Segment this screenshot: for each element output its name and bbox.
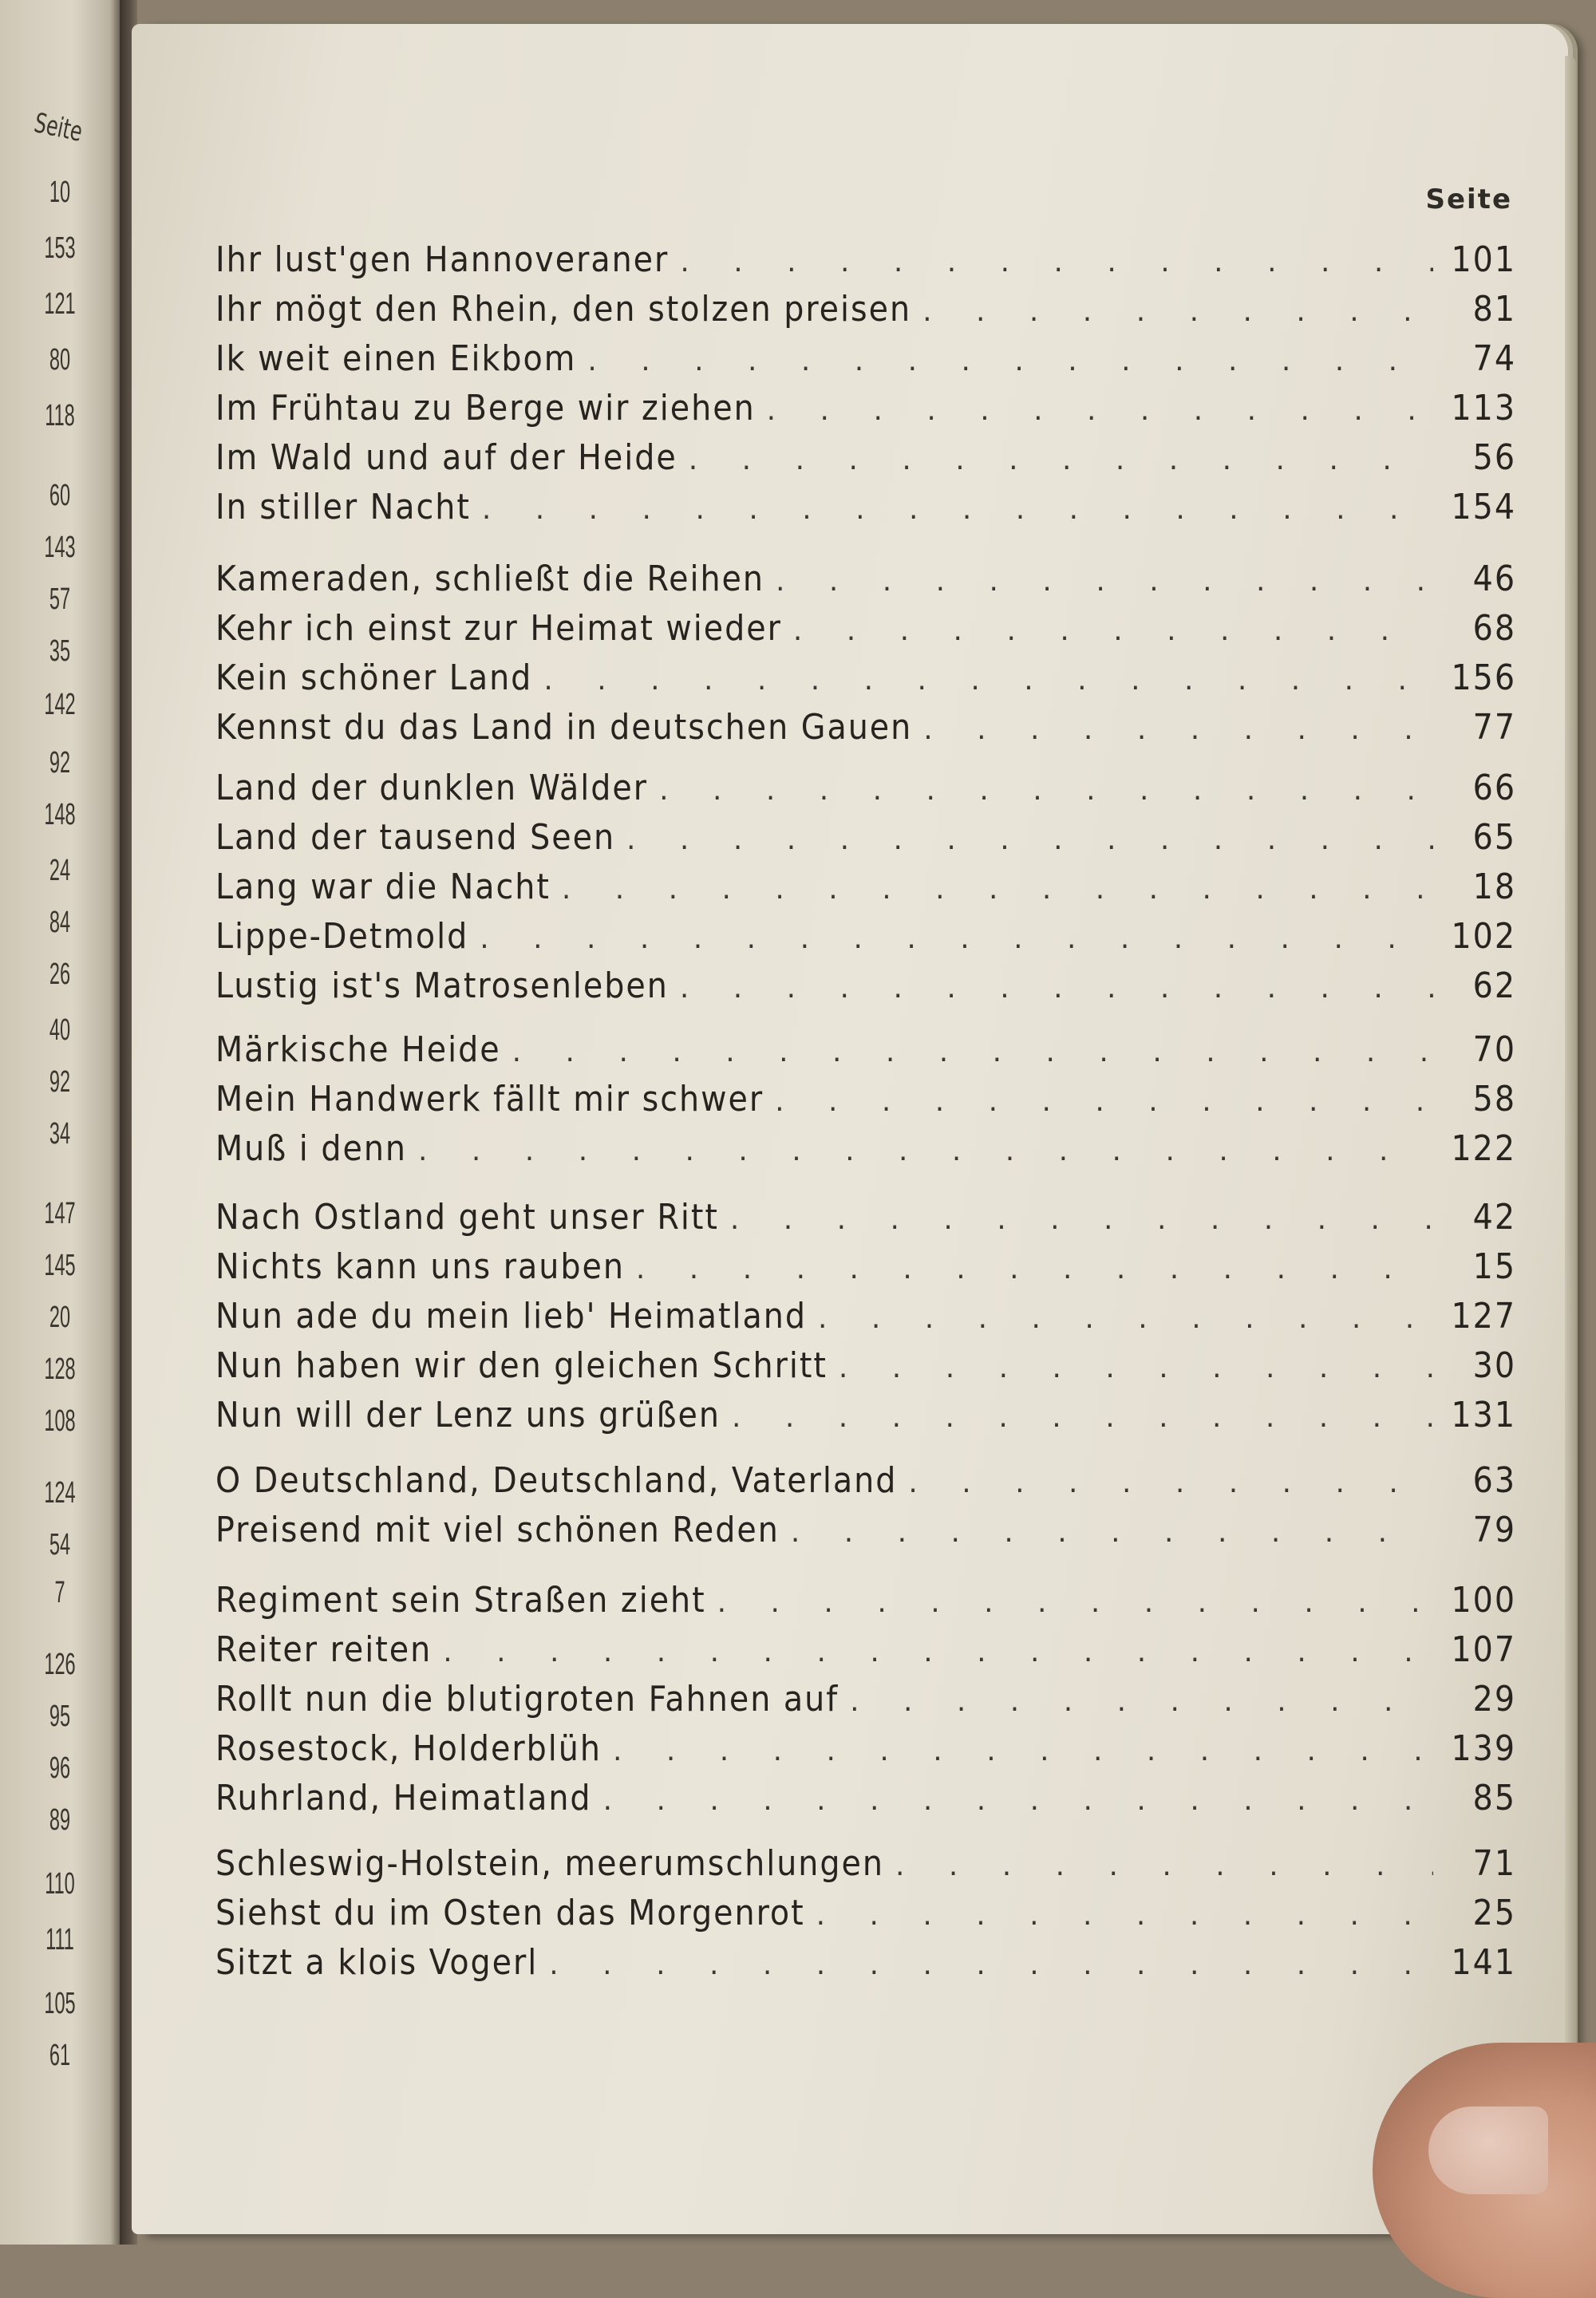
entry-title: Im Wald und auf der Heide: [215, 437, 678, 478]
index-entry: [215, 338, 1516, 388]
dot-leader: [775, 1085, 1433, 1118]
index-entry: [215, 1728, 1516, 1778]
entry-title: Land der tausend Seen: [215, 817, 616, 858]
entry-page-number: 56: [1472, 437, 1516, 478]
entry-page-number: 65: [1472, 817, 1516, 858]
thumbnail: [1428, 2106, 1548, 2194]
entry-page-number: 81: [1472, 289, 1516, 330]
entry-title: Lang war die Nacht: [215, 867, 551, 907]
left-page-number: 95: [49, 1700, 71, 1733]
left-page-number: 143: [44, 531, 76, 564]
left-page-number: 145: [44, 1249, 76, 1282]
dot-leader: [767, 394, 1433, 427]
index-entry: [215, 1296, 1516, 1345]
left-page-number: 24: [49, 854, 71, 887]
entry-page-number: 71: [1472, 1843, 1516, 1884]
dot-leader: [793, 614, 1433, 647]
dot-leader: [816, 1899, 1433, 1932]
entry-page-number: 154: [1451, 487, 1516, 527]
entry-page-number: 42: [1472, 1197, 1516, 1238]
dot-leader: [659, 774, 1433, 807]
dot-leader: [512, 1036, 1433, 1068]
dot-leader: [543, 664, 1433, 697]
left-page-number: 111: [45, 1923, 74, 1956]
entry-page-number: 66: [1472, 768, 1516, 808]
left-page-number: 54: [49, 1528, 71, 1562]
entry-title: Reiter reiten: [215, 1629, 433, 1670]
index-entry: [215, 817, 1516, 867]
entry-page-number: 122: [1451, 1128, 1516, 1169]
dot-leader: [562, 873, 1433, 906]
entry-title: Rollt nun die blutigroten Fahnen auf: [215, 1679, 839, 1720]
entry-page-number: 25: [1472, 1893, 1516, 1933]
left-page-number: 96: [49, 1751, 71, 1785]
index-entry: [215, 707, 1516, 756]
entry-title: Muß i denn: [215, 1128, 408, 1169]
entry-page-number: 74: [1472, 338, 1516, 379]
entry-title: Regiment sein Straßen zieht: [215, 1580, 706, 1621]
entry-page-number: 62: [1472, 965, 1516, 1006]
dot-leader: [791, 1516, 1433, 1549]
dot-leader: [480, 922, 1433, 955]
left-page-number: 110: [45, 1867, 75, 1901]
index-entry: [215, 289, 1516, 338]
entry-title: Preisend mit viel schönen Reden: [215, 1510, 780, 1550]
dot-leader: [922, 295, 1433, 328]
entry-title: Im Frühtau zu Berge wir ziehen: [215, 388, 756, 428]
left-page-number: 60: [49, 479, 71, 512]
entry-page-number: 131: [1451, 1395, 1516, 1435]
index-entry: [215, 487, 1516, 536]
index-entry: [215, 1778, 1516, 1827]
entry-title: Kameraden, schließt die Reihen: [215, 559, 764, 599]
dot-leader: [549, 1949, 1433, 1981]
index-entry: [215, 388, 1516, 437]
entry-title: Nichts kann uns rauben: [215, 1246, 625, 1287]
entry-title: Märkische Heide: [215, 1029, 501, 1070]
dot-leader: [680, 246, 1433, 278]
left-page-number: 124: [44, 1476, 76, 1510]
index-entry: [215, 1079, 1516, 1128]
index-entry: [215, 1893, 1516, 1942]
entry-page-number: 101: [1451, 239, 1516, 280]
entry-title: Kennst du das Land in deutschen Gauen: [215, 707, 913, 748]
index-entry: [215, 1128, 1516, 1178]
dot-leader: [689, 444, 1433, 476]
entry-title: O Deutschland, Deutschland, Vaterland: [215, 1460, 898, 1501]
entry-title: Lustig ist's Matrosenleben: [215, 965, 669, 1006]
index-entry: [215, 1460, 1516, 1510]
index-entry: [215, 437, 1516, 487]
left-page-number: 35: [49, 634, 71, 668]
left-page-number: 92: [49, 1065, 71, 1099]
dot-leader: [923, 713, 1433, 746]
index-entry: [215, 965, 1516, 1015]
entry-title: Schleswig-Holstein, meerumschlungen: [215, 1843, 884, 1884]
dot-leader: [839, 1352, 1433, 1384]
entry-page-number: 113: [1451, 388, 1516, 428]
index-entry: [215, 1197, 1516, 1246]
index-entry: [215, 1942, 1516, 1992]
left-page-number: 142: [44, 688, 76, 721]
entry-title: Nun will der Lenz uns grüßen: [215, 1395, 721, 1435]
left-page-number: 128: [44, 1352, 76, 1386]
entry-title: Mein Handwerk fällt mir schwer: [215, 1079, 764, 1119]
left-facing-page: [0, 0, 120, 2245]
entry-page-number: 127: [1451, 1296, 1516, 1337]
entry-page-number: 30: [1472, 1345, 1516, 1386]
entry-page-number: 102: [1451, 916, 1516, 957]
dot-leader: [613, 1735, 1433, 1767]
dot-leader: [603, 1784, 1433, 1817]
entry-title: Ik weit einen Eikbom: [215, 338, 577, 379]
entry-page-number: 70: [1472, 1029, 1516, 1070]
entry-page-number: 141: [1451, 1942, 1516, 1983]
index-entry: [215, 239, 1516, 289]
entry-page-number: 85: [1472, 1778, 1516, 1818]
dot-leader: [732, 1401, 1433, 1434]
left-page-number: 105: [44, 1987, 76, 2020]
entry-title: Kein schöner Land: [215, 657, 533, 698]
dot-leader: [895, 1850, 1433, 1882]
left-page-number: 40: [49, 1013, 71, 1047]
entry-title: Nun ade du mein lieb' Heimatland: [215, 1296, 807, 1337]
left-page-number: 34: [49, 1117, 71, 1151]
dot-leader: [680, 972, 1433, 1005]
index-entry: [215, 1679, 1516, 1728]
entry-page-number: 107: [1451, 1629, 1516, 1670]
entry-title: Siehst du im Osten das Morgenrot: [215, 1893, 805, 1933]
left-page-number: 89: [49, 1803, 71, 1837]
left-page-number: 153: [44, 231, 76, 265]
entry-title: Sitzt a klois Vogerl: [215, 1942, 539, 1983]
index-entry: [215, 1246, 1516, 1296]
entry-page-number: 15: [1472, 1246, 1516, 1287]
entry-title: Lippe-Detmold: [215, 916, 469, 957]
entry-title: Ihr mögt den Rhein, den stolzen preisen: [215, 289, 912, 330]
index-entry: [215, 1580, 1516, 1629]
left-page-number: 121: [44, 287, 76, 321]
left-page-number: 148: [44, 798, 76, 831]
entry-title: Nun haben wir den gleichen Schritt: [215, 1345, 828, 1386]
entry-page-number: 68: [1472, 608, 1516, 649]
entry-page-number: 58: [1472, 1079, 1516, 1119]
left-page-number: 26: [49, 958, 71, 991]
entry-page-number: 18: [1472, 867, 1516, 907]
index-entry: [215, 1395, 1516, 1444]
entry-page-number: 77: [1472, 707, 1516, 748]
left-page-number: 61: [49, 2039, 71, 2072]
entry-page-number: 100: [1451, 1580, 1516, 1621]
left-page-number: 92: [49, 746, 71, 780]
index-entry: [215, 768, 1516, 817]
page-column-header: Seite: [1425, 184, 1512, 215]
entry-title: Land der dunklen Wälder: [215, 768, 649, 808]
entry-page-number: 79: [1472, 1510, 1516, 1550]
index-entry: [215, 1345, 1516, 1395]
dot-leader: [443, 1636, 1433, 1668]
left-page-number: 126: [44, 1648, 76, 1681]
index-entry: [215, 1843, 1516, 1893]
left-page-number: 20: [49, 1301, 71, 1334]
entry-title: Rosestock, Holderblüh: [215, 1728, 602, 1769]
index-entry: [215, 608, 1516, 657]
dot-leader: [626, 823, 1433, 856]
index-entry: [215, 559, 1516, 608]
dot-leader: [850, 1685, 1433, 1718]
page-edge: [1565, 56, 1576, 2194]
dot-leader: [418, 1135, 1433, 1167]
entry-title: Kehr ich einst zur Heimat wieder: [215, 608, 782, 649]
index-entry: [215, 657, 1516, 707]
entry-title: Ruhrland, Heimatland: [215, 1778, 592, 1818]
left-page-number: 108: [44, 1404, 76, 1438]
index-entry: [215, 1629, 1516, 1679]
left-page-header: Seite: [31, 107, 85, 148]
left-page-number: 80: [49, 343, 71, 377]
left-page-number: 147: [44, 1197, 76, 1230]
dot-leader: [818, 1302, 1433, 1335]
entry-title: In stiller Nacht: [215, 487, 471, 527]
dot-leader: [908, 1467, 1433, 1499]
entry-page-number: 139: [1451, 1728, 1516, 1769]
entry-page-number: 46: [1472, 559, 1516, 599]
index-entry: [215, 1510, 1516, 1559]
index-page: [132, 24, 1568, 2234]
entry-page-number: 63: [1472, 1460, 1516, 1501]
index-entry: [215, 1029, 1516, 1079]
left-page-number: 84: [49, 906, 71, 939]
dot-leader: [587, 345, 1433, 377]
index-entry: [215, 867, 1516, 916]
entry-page-number: 29: [1472, 1679, 1516, 1720]
entry-title: Nach Ostland geht unser Ritt: [215, 1197, 719, 1238]
left-page-number: 118: [45, 399, 75, 432]
dot-leader: [776, 565, 1433, 598]
index-entry: [215, 916, 1516, 965]
left-page-number: 7: [54, 1576, 65, 1609]
entry-title: Ihr lust'gen Hannoveraner: [215, 239, 670, 280]
left-page-number: 10: [49, 176, 71, 209]
dot-leader: [636, 1253, 1433, 1285]
entry-page-number: 156: [1451, 657, 1516, 698]
dot-leader: [482, 493, 1433, 526]
left-page-number: 57: [49, 582, 71, 616]
dot-leader: [717, 1586, 1433, 1619]
dot-leader: [730, 1203, 1433, 1236]
